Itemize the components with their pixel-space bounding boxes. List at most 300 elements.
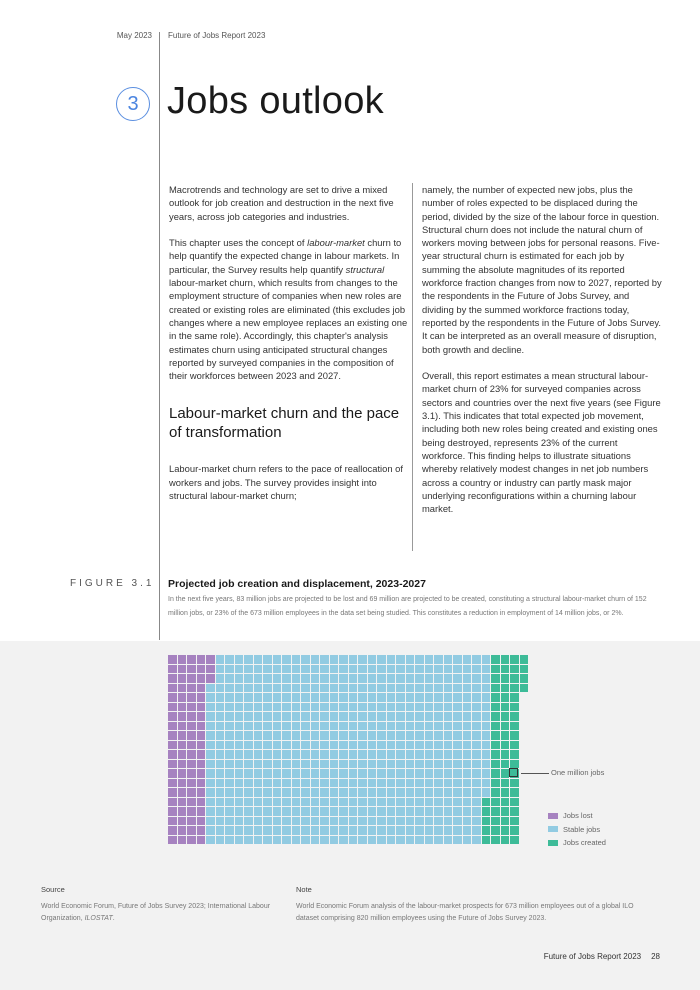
- waffle-cell-stable-jobs: [320, 836, 329, 845]
- waffle-cell-stable-jobs: [244, 674, 253, 683]
- waffle-cell-stable-jobs: [225, 769, 234, 778]
- waffle-cell-stable-jobs: [425, 836, 434, 845]
- waffle-cell-jobs-lost: [178, 798, 187, 807]
- waffle-cell-stable-jobs: [434, 750, 443, 759]
- waffle-cell-stable-jobs: [216, 741, 225, 750]
- waffle-cell-jobs-created: [501, 760, 510, 769]
- waffle-cell-stable-jobs: [406, 655, 415, 664]
- waffle-cell-stable-jobs: [453, 693, 462, 702]
- waffle-cell-stable-jobs: [320, 741, 329, 750]
- waffle-cell-jobs-lost: [168, 731, 177, 740]
- waffle-cell-stable-jobs: [292, 741, 301, 750]
- waffle-cell-stable-jobs: [273, 712, 282, 721]
- waffle-cell-stable-jobs: [311, 807, 320, 816]
- italic-term: structural: [345, 263, 385, 275]
- waffle-cell-stable-jobs: [415, 674, 424, 683]
- waffle-cell-stable-jobs: [396, 779, 405, 788]
- waffle-cell-stable-jobs: [368, 703, 377, 712]
- waffle-cell-stable-jobs: [406, 674, 415, 683]
- waffle-cell-stable-jobs: [244, 712, 253, 721]
- waffle-cell-stable-jobs: [301, 826, 310, 835]
- waffle-cell-stable-jobs: [425, 807, 434, 816]
- waffle-cell-jobs-created: [501, 693, 510, 702]
- waffle-cell-stable-jobs: [225, 788, 234, 797]
- waffle-cell-jobs-lost: [178, 655, 187, 664]
- waffle-cell-stable-jobs: [482, 769, 491, 778]
- waffle-cell-stable-jobs: [463, 769, 472, 778]
- waffle-cell-stable-jobs: [358, 779, 367, 788]
- waffle-cell-stable-jobs: [349, 817, 358, 826]
- waffle-cell-jobs-created: [510, 798, 519, 807]
- waffle-cell-stable-jobs: [311, 693, 320, 702]
- waffle-cell-jobs-created: [501, 779, 510, 788]
- waffle-cell-jobs-created: [491, 684, 500, 693]
- waffle-cell-stable-jobs: [206, 836, 215, 845]
- waffle-cell-stable-jobs: [273, 788, 282, 797]
- waffle-cell-stable-jobs: [206, 750, 215, 759]
- text-span: .: [112, 915, 115, 922]
- waffle-cell-stable-jobs: [482, 674, 491, 683]
- waffle-cell-stable-jobs: [235, 798, 244, 807]
- waffle-cell-stable-jobs: [292, 665, 301, 674]
- waffle-cell-stable-jobs: [415, 826, 424, 835]
- waffle-cell-stable-jobs: [482, 684, 491, 693]
- chapter-title: Jobs outlook: [167, 80, 384, 122]
- waffle-cell-stable-jobs: [425, 665, 434, 674]
- waffle-cell-stable-jobs: [301, 750, 310, 759]
- waffle-cell-stable-jobs: [330, 836, 339, 845]
- waffle-cell-stable-jobs: [330, 826, 339, 835]
- waffle-cell-stable-jobs: [349, 750, 358, 759]
- waffle-cell-stable-jobs: [425, 674, 434, 683]
- waffle-cell-stable-jobs: [292, 769, 301, 778]
- waffle-cell-stable-jobs: [320, 665, 329, 674]
- waffle-cell-stable-jobs: [349, 836, 358, 845]
- waffle-cell-stable-jobs: [472, 750, 481, 759]
- chapter-number-badge: [116, 87, 150, 121]
- waffle-cell-stable-jobs: [425, 684, 434, 693]
- waffle-cell-stable-jobs: [263, 807, 272, 816]
- waffle-cell-jobs-lost: [206, 655, 215, 664]
- waffle-cell-stable-jobs: [311, 722, 320, 731]
- waffle-cell-jobs-lost: [187, 826, 196, 835]
- waffle-cell-stable-jobs: [396, 769, 405, 778]
- source-text: [41, 901, 281, 925]
- waffle-cell-stable-jobs: [311, 703, 320, 712]
- waffle-cell-jobs-lost: [178, 760, 187, 769]
- waffle-cell-jobs-lost: [168, 655, 177, 664]
- waffle-cell-jobs-lost: [187, 807, 196, 816]
- waffle-cell-stable-jobs: [377, 769, 386, 778]
- waffle-cell-stable-jobs: [282, 722, 291, 731]
- waffle-cell-stable-jobs: [311, 712, 320, 721]
- waffle-cell-stable-jobs: [387, 693, 396, 702]
- waffle-cell-stable-jobs: [368, 769, 377, 778]
- waffle-cell-stable-jobs: [368, 826, 377, 835]
- waffle-cell-stable-jobs: [425, 817, 434, 826]
- waffle-cell-jobs-created: [491, 817, 500, 826]
- waffle-cell-stable-jobs: [263, 750, 272, 759]
- waffle-cell-stable-jobs: [377, 731, 386, 740]
- waffle-cell-stable-jobs: [434, 779, 443, 788]
- waffle-cell-stable-jobs: [225, 693, 234, 702]
- waffle-cell-stable-jobs: [368, 655, 377, 664]
- waffle-cell-stable-jobs: [349, 655, 358, 664]
- waffle-cell-stable-jobs: [349, 722, 358, 731]
- waffle-cell-stable-jobs: [273, 741, 282, 750]
- waffle-cell-stable-jobs: [282, 788, 291, 797]
- waffle-cell-jobs-lost: [197, 684, 206, 693]
- waffle-cell-jobs-created: [510, 741, 519, 750]
- waffle-cell-stable-jobs: [292, 817, 301, 826]
- waffle-cell-stable-jobs: [358, 684, 367, 693]
- waffle-cell-stable-jobs: [339, 674, 348, 683]
- waffle-cell-jobs-lost: [197, 750, 206, 759]
- waffle-cell-stable-jobs: [292, 722, 301, 731]
- waffle-cell-stable-jobs: [330, 712, 339, 721]
- waffle-cell-stable-jobs: [396, 674, 405, 683]
- waffle-cell-stable-jobs: [301, 798, 310, 807]
- waffle-cell-jobs-lost: [168, 684, 177, 693]
- waffle-cell-stable-jobs: [254, 674, 263, 683]
- waffle-cell-stable-jobs: [339, 817, 348, 826]
- waffle-cell-stable-jobs: [406, 836, 415, 845]
- waffle-cell-stable-jobs: [377, 826, 386, 835]
- waffle-cell-jobs-created: [510, 722, 519, 731]
- waffle-cell-stable-jobs: [273, 779, 282, 788]
- waffle-cell-stable-jobs: [254, 788, 263, 797]
- waffle-cell-stable-jobs: [472, 674, 481, 683]
- waffle-cell-stable-jobs: [254, 817, 263, 826]
- waffle-cell-stable-jobs: [244, 788, 253, 797]
- text-span: World Economic Forum, Future of Jobs Survey 2023; International Labour Organization,: [41, 903, 271, 922]
- waffle-cell-stable-jobs: [330, 807, 339, 816]
- waffle-cell-stable-jobs: [434, 684, 443, 693]
- waffle-cell-jobs-created: [501, 712, 510, 721]
- waffle-cell-stable-jobs: [415, 817, 424, 826]
- waffle-cell-jobs-created: [510, 693, 519, 702]
- waffle-cell-jobs-lost: [197, 731, 206, 740]
- waffle-cell-stable-jobs: [282, 807, 291, 816]
- header-date: May 2023: [116, 31, 152, 40]
- waffle-cell-stable-jobs: [216, 655, 225, 664]
- waffle-cell-stable-jobs: [273, 722, 282, 731]
- waffle-cell-stable-jobs: [225, 731, 234, 740]
- waffle-cell-stable-jobs: [330, 674, 339, 683]
- waffle-cell-jobs-created: [491, 731, 500, 740]
- waffle-cell-jobs-created: [510, 655, 519, 664]
- waffle-cell-stable-jobs: [282, 798, 291, 807]
- waffle-cell-stable-jobs: [263, 674, 272, 683]
- waffle-cell-stable-jobs: [292, 788, 301, 797]
- waffle-cell-jobs-lost: [197, 674, 206, 683]
- waffle-cell-stable-jobs: [453, 779, 462, 788]
- waffle-cell-stable-jobs: [216, 665, 225, 674]
- waffle-cell-stable-jobs: [444, 712, 453, 721]
- waffle-cell-stable-jobs: [463, 712, 472, 721]
- waffle-cell-stable-jobs: [349, 684, 358, 693]
- waffle-cell-stable-jobs: [254, 750, 263, 759]
- waffle-cell-stable-jobs: [387, 712, 396, 721]
- waffle-cell-jobs-lost: [187, 760, 196, 769]
- waffle-cell-jobs-lost: [187, 836, 196, 845]
- legend-label: Jobs created: [563, 838, 606, 848]
- waffle-cell-stable-jobs: [425, 788, 434, 797]
- waffle-cell-stable-jobs: [415, 779, 424, 788]
- waffle-cell-jobs-lost: [168, 788, 177, 797]
- waffle-cell-stable-jobs: [244, 655, 253, 664]
- waffle-cell-stable-jobs: [377, 741, 386, 750]
- waffle-cell-stable-jobs: [339, 703, 348, 712]
- waffle-cell-stable-jobs: [292, 693, 301, 702]
- legend-item-jobs-lost: [548, 809, 606, 823]
- waffle-cell-stable-jobs: [377, 836, 386, 845]
- waffle-cell-stable-jobs: [453, 731, 462, 740]
- waffle-cell-stable-jobs: [292, 703, 301, 712]
- waffle-cell-stable-jobs: [216, 674, 225, 683]
- waffle-cell-stable-jobs: [425, 750, 434, 759]
- waffle-cell-jobs-lost: [168, 817, 177, 826]
- waffle-cell-stable-jobs: [235, 788, 244, 797]
- waffle-cell-stable-jobs: [396, 798, 405, 807]
- waffle-cell-stable-jobs: [387, 674, 396, 683]
- waffle-cell-stable-jobs: [387, 703, 396, 712]
- waffle-cell-jobs-created: [501, 684, 510, 693]
- waffle-cell-jobs-lost: [168, 703, 177, 712]
- waffle-cell-stable-jobs: [254, 741, 263, 750]
- waffle-cell-stable-jobs: [349, 760, 358, 769]
- waffle-cell-stable-jobs: [320, 712, 329, 721]
- waffle-cell-stable-jobs: [225, 750, 234, 759]
- vertical-divider: [159, 32, 160, 640]
- waffle-cell-stable-jobs: [453, 750, 462, 759]
- waffle-cell-stable-jobs: [339, 750, 348, 759]
- waffle-cell-jobs-lost: [197, 788, 206, 797]
- waffle-cell-stable-jobs: [396, 826, 405, 835]
- waffle-cell-jobs-lost: [197, 760, 206, 769]
- waffle-cell-stable-jobs: [263, 655, 272, 664]
- waffle-cell-stable-jobs: [415, 750, 424, 759]
- waffle-cell-stable-jobs: [387, 655, 396, 664]
- waffle-cell-jobs-created: [510, 712, 519, 721]
- waffle-cell-stable-jobs: [216, 788, 225, 797]
- waffle-cell-stable-jobs: [282, 703, 291, 712]
- waffle-cell-stable-jobs: [311, 674, 320, 683]
- waffle-cell-jobs-created: [501, 741, 510, 750]
- waffle-cell-stable-jobs: [368, 741, 377, 750]
- chart-legend: [548, 809, 606, 850]
- waffle-cell-stable-jobs: [349, 826, 358, 835]
- waffle-cell-stable-jobs: [244, 779, 253, 788]
- waffle-cell-stable-jobs: [463, 665, 472, 674]
- waffle-cell-jobs-created: [510, 779, 519, 788]
- waffle-cell-stable-jobs: [320, 655, 329, 664]
- waffle-cell-jobs-lost: [178, 807, 187, 816]
- waffle-cell-stable-jobs: [444, 674, 453, 683]
- waffle-cell-stable-jobs: [320, 693, 329, 702]
- waffle-cell-stable-jobs: [425, 712, 434, 721]
- waffle-cell-stable-jobs: [244, 769, 253, 778]
- waffle-cell-stable-jobs: [216, 779, 225, 788]
- waffle-cell-jobs-lost: [168, 798, 177, 807]
- waffle-cell-stable-jobs: [235, 760, 244, 769]
- waffle-cell-stable-jobs: [263, 760, 272, 769]
- waffle-cell-stable-jobs: [349, 807, 358, 816]
- waffle-cell-stable-jobs: [377, 760, 386, 769]
- waffle-cell-stable-jobs: [415, 731, 424, 740]
- waffle-cell-stable-jobs: [206, 817, 215, 826]
- figure-label: FIGURE 3.1: [70, 578, 155, 589]
- waffle-cell-stable-jobs: [301, 741, 310, 750]
- waffle-cell-stable-jobs: [311, 684, 320, 693]
- waffle-cell-stable-jobs: [444, 807, 453, 816]
- chapter-number: 3: [127, 92, 139, 115]
- waffle-cell-stable-jobs: [358, 817, 367, 826]
- waffle-cell-stable-jobs: [244, 760, 253, 769]
- waffle-cell-stable-jobs: [301, 760, 310, 769]
- waffle-cell-stable-jobs: [301, 703, 310, 712]
- waffle-cell-stable-jobs: [406, 826, 415, 835]
- waffle-cell-stable-jobs: [330, 760, 339, 769]
- waffle-cell-stable-jobs: [453, 722, 462, 731]
- waffle-cell-jobs-created: [510, 760, 519, 769]
- waffle-cell-jobs-lost: [197, 807, 206, 816]
- waffle-cell-stable-jobs: [463, 760, 472, 769]
- waffle-cell-stable-jobs: [225, 760, 234, 769]
- waffle-cell-stable-jobs: [444, 760, 453, 769]
- waffle-cell-stable-jobs: [415, 769, 424, 778]
- annotation-label: One million jobs: [551, 768, 605, 777]
- waffle-cell-jobs-created: [510, 826, 519, 835]
- waffle-cell-stable-jobs: [396, 807, 405, 816]
- waffle-cell-stable-jobs: [472, 665, 481, 674]
- waffle-cell-stable-jobs: [235, 769, 244, 778]
- waffle-cell-stable-jobs: [358, 826, 367, 835]
- waffle-cell-stable-jobs: [406, 750, 415, 759]
- waffle-cell-stable-jobs: [311, 817, 320, 826]
- legend-label: Stable jobs: [563, 824, 601, 834]
- waffle-cell-stable-jobs: [434, 703, 443, 712]
- waffle-cell-stable-jobs: [282, 684, 291, 693]
- waffle-cell-stable-jobs: [444, 741, 453, 750]
- waffle-cell-stable-jobs: [472, 817, 481, 826]
- waffle-cell-stable-jobs: [225, 836, 234, 845]
- waffle-cell-stable-jobs: [301, 655, 310, 664]
- waffle-cell-stable-jobs: [263, 665, 272, 674]
- waffle-cell-jobs-created: [491, 712, 500, 721]
- waffle-cell-stable-jobs: [358, 722, 367, 731]
- waffle-cell-stable-jobs: [292, 674, 301, 683]
- waffle-cell-stable-jobs: [453, 712, 462, 721]
- paragraph: Macrotrends and technology are set to drive a mixed outlook for job creation and destruction in the next five years, across job categories and industries.: [169, 184, 394, 222]
- waffle-cell-stable-jobs: [472, 655, 481, 664]
- waffle-cell-stable-jobs: [330, 750, 339, 759]
- waffle-cell-stable-jobs: [482, 779, 491, 788]
- waffle-cell-stable-jobs: [311, 788, 320, 797]
- waffle-cell-stable-jobs: [368, 693, 377, 702]
- waffle-cell-stable-jobs: [311, 836, 320, 845]
- waffle-cell-stable-jobs: [225, 807, 234, 816]
- waffle-cell-stable-jobs: [368, 665, 377, 674]
- waffle-cell-jobs-lost: [168, 722, 177, 731]
- waffle-cell-stable-jobs: [463, 788, 472, 797]
- waffle-cell-stable-jobs: [358, 731, 367, 740]
- waffle-cell-jobs-lost: [197, 779, 206, 788]
- waffle-cell-stable-jobs: [406, 731, 415, 740]
- waffle-cell-stable-jobs: [453, 817, 462, 826]
- waffle-cell-stable-jobs: [263, 722, 272, 731]
- waffle-cell-stable-jobs: [396, 693, 405, 702]
- waffle-cell-stable-jobs: [301, 817, 310, 826]
- waffle-cell-stable-jobs: [453, 674, 462, 683]
- waffle-cell-stable-jobs: [368, 674, 377, 683]
- waffle-cell-stable-jobs: [330, 731, 339, 740]
- waffle-cell-stable-jobs: [320, 750, 329, 759]
- waffle-cell-stable-jobs: [349, 731, 358, 740]
- waffle-cell-stable-jobs: [235, 826, 244, 835]
- waffle-cell-stable-jobs: [301, 665, 310, 674]
- waffle-cell-stable-jobs: [425, 760, 434, 769]
- waffle-cell-stable-jobs: [463, 674, 472, 683]
- waffle-cell-stable-jobs: [339, 693, 348, 702]
- waffle-cell-stable-jobs: [330, 693, 339, 702]
- waffle-cell-jobs-lost: [197, 722, 206, 731]
- waffle-cell-jobs-lost: [187, 703, 196, 712]
- waffle-cell-stable-jobs: [330, 779, 339, 788]
- waffle-cell-jobs-created: [491, 665, 500, 674]
- waffle-cell-stable-jobs: [263, 703, 272, 712]
- waffle-cell-stable-jobs: [406, 769, 415, 778]
- waffle-cell-jobs-created: [491, 674, 500, 683]
- waffle-cell-stable-jobs: [339, 731, 348, 740]
- waffle-cell-stable-jobs: [206, 693, 215, 702]
- waffle-cell-stable-jobs: [434, 731, 443, 740]
- waffle-cell-stable-jobs: [216, 722, 225, 731]
- waffle-cell-stable-jobs: [472, 779, 481, 788]
- source-label: Source: [41, 885, 65, 894]
- waffle-cell-stable-jobs: [206, 731, 215, 740]
- waffle-cell-stable-jobs: [320, 826, 329, 835]
- waffle-cell-stable-jobs: [444, 836, 453, 845]
- waffle-cell-stable-jobs: [292, 779, 301, 788]
- waffle-cell-stable-jobs: [396, 788, 405, 797]
- waffle-cell-stable-jobs: [301, 731, 310, 740]
- waffle-cell-stable-jobs: [377, 684, 386, 693]
- waffle-cell-stable-jobs: [273, 760, 282, 769]
- waffle-cell-stable-jobs: [396, 741, 405, 750]
- waffle-cell-stable-jobs: [425, 779, 434, 788]
- waffle-cell-stable-jobs: [358, 798, 367, 807]
- waffle-cell-stable-jobs: [472, 693, 481, 702]
- waffle-cell-stable-jobs: [377, 798, 386, 807]
- waffle-cell-stable-jobs: [472, 731, 481, 740]
- waffle-cell-stable-jobs: [311, 731, 320, 740]
- body-column-1: [169, 183, 409, 516]
- waffle-cell-stable-jobs: [330, 684, 339, 693]
- waffle-cell-stable-jobs: [244, 836, 253, 845]
- waffle-cell-stable-jobs: [320, 684, 329, 693]
- waffle-cell-stable-jobs: [387, 826, 396, 835]
- legend-item-jobs-created: [548, 836, 606, 850]
- waffle-cell-jobs-lost: [168, 826, 177, 835]
- waffle-cell-stable-jobs: [254, 703, 263, 712]
- waffle-cell-stable-jobs: [349, 798, 358, 807]
- waffle-cell-stable-jobs: [387, 779, 396, 788]
- waffle-cell-stable-jobs: [434, 817, 443, 826]
- waffle-cell-stable-jobs: [415, 693, 424, 702]
- paragraph: [169, 236, 409, 382]
- waffle-cell-stable-jobs: [396, 722, 405, 731]
